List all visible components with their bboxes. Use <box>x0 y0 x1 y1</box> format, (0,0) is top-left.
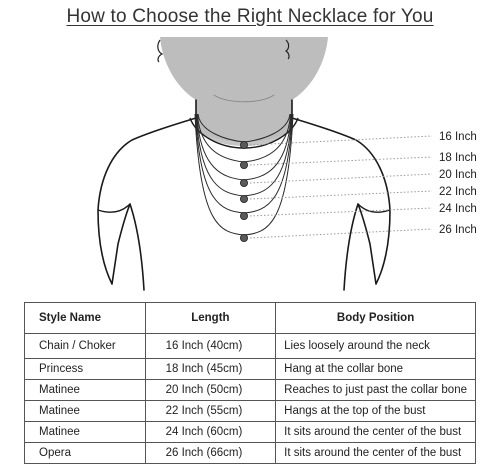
cell-style: Chain / Choker <box>25 334 146 359</box>
head-neck-skin <box>160 37 328 143</box>
cell-length: 20 Inch (50cm) <box>145 380 276 401</box>
cell-position: It sits around the center of the bust <box>276 422 476 443</box>
pendant-icon <box>240 195 247 202</box>
table-row <box>25 443 476 464</box>
page-title: How to Choose the Right Necklace for You <box>66 6 434 27</box>
cell-style: Matinee <box>25 422 146 443</box>
pendant-icon <box>240 179 247 186</box>
table-row <box>25 422 476 443</box>
cell-length: 16 Inch (40cm) <box>145 334 276 359</box>
cell-length: 18 Inch (45cm) <box>145 359 276 380</box>
cell-length: 26 Inch (66cm) <box>145 443 276 464</box>
necklace-length-table <box>24 302 476 464</box>
length-guide-line <box>250 229 432 238</box>
cell-position: It sits around the center of the bust <box>276 443 476 464</box>
header-body-position: Body Position <box>276 303 476 334</box>
length-label: 22 Inch <box>439 186 477 198</box>
length-label: 16 Inch <box>439 131 477 143</box>
cell-length: 22 Inch (55cm) <box>145 401 276 422</box>
pendant-icon <box>240 234 247 241</box>
cell-position: Lies loosely around the neck <box>276 334 476 359</box>
table-row <box>25 401 476 422</box>
cell-position: Reaches to just past the collar bone <box>276 380 476 401</box>
length-label: 24 Inch <box>439 203 477 215</box>
left-sleeve-hem <box>98 204 130 212</box>
length-guide-line <box>250 174 432 183</box>
cell-style: Opera <box>25 443 146 464</box>
cell-position: Hang at the collar bone <box>276 359 476 380</box>
table-header-row <box>25 303 476 334</box>
necklace-figure <box>0 30 500 292</box>
length-label: 18 Inch <box>439 152 477 164</box>
cell-style: Matinee <box>25 380 146 401</box>
cell-style: Princess <box>25 359 146 380</box>
length-label: 26 Inch <box>439 224 477 236</box>
table-row <box>25 359 476 380</box>
cell-style: Matinee <box>25 401 146 422</box>
cell-position: Hangs at the top of the bust <box>276 401 476 422</box>
pendant-icon <box>240 212 247 219</box>
table-row <box>25 334 476 359</box>
cell-length: 24 Inch (60cm) <box>145 422 276 443</box>
length-label: 20 Inch <box>439 169 477 181</box>
header-style-name: Style Name <box>25 303 146 334</box>
table-row <box>25 380 476 401</box>
pendant-icon <box>240 161 247 168</box>
header-length: Length <box>145 303 276 334</box>
pendant-icon <box>240 141 247 148</box>
